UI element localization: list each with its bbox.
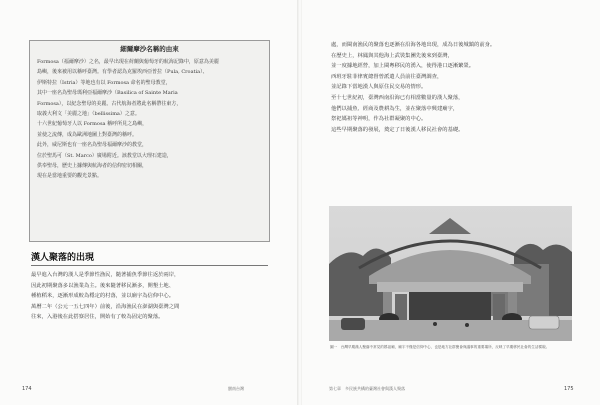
- section-divider: [31, 265, 268, 266]
- right-page: [302, 0, 600, 405]
- sidebar-text: Formosa（福爾摩沙）之名，最早出現在荷蘭與葡萄牙的航海記錄中，原意為美麗 島嶼，後來被用以稱呼臺灣。有學者認為克羅埃西亞普拉（Pula, Croatia）、 伊斯特拉（Istria）等地也有以 Formosa 命名的聖母教堂， 其中一座名為聖母瑪利亞福爾摩沙（Basilica of Sainte Maria Formosa），以紀念聖母的美麗。古代航海者將此名稱帶往東方， 取義大利文「美麗之地」（bellissima）之意。 十六世紀葡萄牙人以 Formosa 稱呼所見之島嶼， 並使之流傳，成為歐洲地圖上對臺灣的稱呼。 此外，威尼斯也有一座名為聖母福爾摩沙的教堂， 位於聖馬可（St. Marco）廣場附近。該教堂以大理石建造， 供奉聖母，歷史上據傳與航海者的信仰密切相關， 現在是當地重要的觀光景點。: [37, 59, 219, 180]
- section-heading: 漢人聚落的出現: [31, 253, 95, 263]
- left-running-head: 閩南台灣: [228, 386, 244, 391]
- sidebar-title: 細爾摩沙名稱的由來: [120, 45, 179, 53]
- right-running-head: 第七章 多民族共構的臺灣社會與漢人聚落: [329, 386, 405, 391]
- left-page-number: 174: [22, 386, 32, 392]
- left-body-text: 最早進入台灣的漢人是季節性漁民，隨著捕魚季節往返於兩岸， 因此初期聚落多以漁業為主。後來隨著移民漸多，開墾土地、 種植稻米，逐漸形成較為穩定的村落，並以廟宇為信仰中心。 萬曆二年（公元一五七四年）前後，沿海漁民在澎湖與臺灣之間 往來，入港後在此搭寮居住，開始有了較為固定的聚落。: [31, 272, 180, 321]
- temple-photo: [329, 206, 572, 341]
- sidebar-box: [29, 40, 270, 242]
- right-body-text: 處，而閩南漁民的聚落也逐漸在沿海各地出現，成為日後城鎮的前身。 在歷史上，林鳳與其他海上武裝集團先後來到臺灣， 並一度據地經營，加上閩粵移民的湧入，使得港口逐漸繁榮。 西班牙駐菲律賓總督曾派遣人員前往臺灣調查， 並記錄下當地漢人與原住民交易的情形。 至十七世紀初，臺灣西南沿海已有相當數量的漢人聚落， 他們以捕魚、經商及農耕為生，並在聚落中興建廟宇， 祭祀媽祖等神明，作為社群凝聚的中心。 這些早期聚落的發展，奠定了日後漢人移民社會的基礎。: [331, 42, 496, 133]
- photo-caption: 圖一 台灣早期漢人聚落中常見的媽祖廟，廟宇不僅是信仰中心，也是地方社群聚會與議事的重要場所，反映了早期移民社會的生活樣貌。: [330, 345, 550, 349]
- right-page-number: 175: [564, 386, 574, 392]
- left-page: [0, 0, 298, 405]
